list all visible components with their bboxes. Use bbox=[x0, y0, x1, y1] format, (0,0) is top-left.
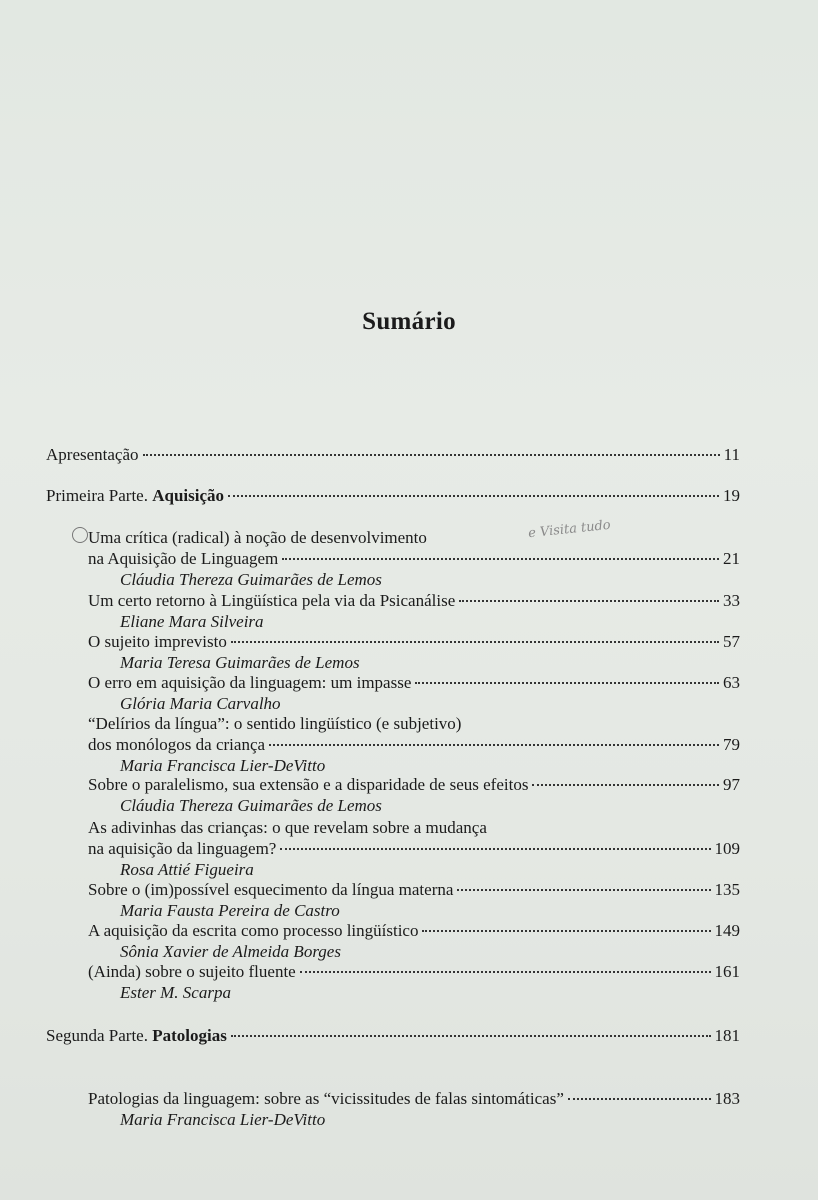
toc-chapter bbox=[88, 631, 740, 673]
page-number: 19 bbox=[723, 486, 740, 505]
leader-dots bbox=[422, 930, 710, 932]
leader-dots bbox=[143, 454, 720, 456]
chapter-title-line1: “Delírios da língua”: o sentido lingüístico (e subjetivo) bbox=[88, 714, 462, 733]
page-number: 135 bbox=[714, 880, 740, 899]
toc-label: Apresentação bbox=[46, 445, 139, 464]
page-number: 57 bbox=[723, 632, 740, 651]
leader-dots bbox=[231, 641, 719, 643]
page-number: 149 bbox=[714, 921, 740, 940]
leader-dots bbox=[282, 558, 719, 560]
toc-chapter bbox=[88, 961, 740, 1003]
leader-dots bbox=[300, 971, 711, 973]
leader-dots bbox=[568, 1098, 711, 1100]
toc-chapter bbox=[88, 817, 740, 880]
part-name: Patologias bbox=[152, 1026, 227, 1045]
chapter-author: Sônia Xavier de Almeida Borges bbox=[120, 942, 341, 961]
toc-chapter bbox=[88, 1088, 740, 1130]
leader-dots bbox=[269, 744, 719, 746]
pencil-circle-mark bbox=[72, 527, 88, 543]
leader-dots bbox=[280, 848, 710, 850]
chapter-title: Um certo retorno à Lingüística pela via da Psicanálise bbox=[88, 591, 456, 610]
chapter-author: Eliane Mara Silveira bbox=[120, 612, 264, 631]
page-number: 79 bbox=[723, 735, 740, 754]
chapter-title-line1: As adivinhas das crianças: o que revelam sobre a mudança bbox=[88, 818, 487, 837]
chapter-author: Maria Francisca Lier-DeVitto bbox=[120, 1110, 326, 1129]
leader-dots bbox=[415, 682, 719, 684]
toc-chapter bbox=[88, 527, 740, 590]
chapter-author: Glória Maria Carvalho bbox=[120, 694, 281, 713]
chapter-author: Maria Fausta Pereira de Castro bbox=[120, 901, 340, 920]
chapter-author: Maria Francisca Lier-DeVitto bbox=[120, 756, 326, 775]
page-number: 21 bbox=[723, 549, 740, 568]
leader-dots bbox=[532, 784, 719, 786]
chapter-title: Sobre o paralelismo, sua extensão e a disparidade de seus efeitos bbox=[88, 775, 529, 794]
page-number: 161 bbox=[714, 962, 740, 981]
part-prefix: Segunda Parte. bbox=[46, 1026, 148, 1045]
leader-dots bbox=[457, 889, 710, 891]
toc-chapter bbox=[88, 774, 740, 816]
leader-dots bbox=[228, 495, 719, 497]
chapter-author: Ester M. Scarpa bbox=[120, 983, 231, 1002]
handwritten-note: e Visita tudo bbox=[527, 517, 612, 542]
chapter-title: O sujeito imprevisto bbox=[88, 632, 227, 651]
page-number: 97 bbox=[723, 775, 740, 794]
chapter-title-line2: na aquisição da linguagem? bbox=[88, 839, 277, 858]
page-number: 33 bbox=[723, 591, 740, 610]
toc-chapter bbox=[88, 920, 740, 962]
chapter-title: (Ainda) sobre o sujeito fluente bbox=[88, 962, 296, 981]
page-number: 63 bbox=[723, 673, 740, 692]
toc-chapter bbox=[88, 590, 740, 632]
chapter-title-line2: na Aquisição de Linguagem bbox=[88, 549, 279, 568]
chapter-title: Patologias da linguagem: sobre as “vicissitudes de falas sintomáticas” bbox=[88, 1089, 564, 1108]
toc-entry-apresentacao bbox=[46, 444, 740, 465]
toc-entry-primeira-parte bbox=[46, 485, 740, 506]
chapter-title-line2: dos monólogos da criança bbox=[88, 735, 266, 754]
toc-chapter bbox=[88, 672, 740, 714]
leader-dots bbox=[231, 1035, 711, 1037]
chapter-author: Maria Teresa Guimarães de Lemos bbox=[120, 653, 360, 672]
chapter-author: Rosa Attié Figueira bbox=[120, 860, 254, 879]
page-number: 183 bbox=[714, 1089, 740, 1108]
chapter-author: Cláudia Thereza Guimarães de Lemos bbox=[120, 796, 382, 815]
chapter-author: Cláudia Thereza Guimarães de Lemos bbox=[120, 570, 382, 589]
part-name: Aquisição bbox=[152, 486, 225, 505]
page-number: 109 bbox=[714, 839, 740, 858]
chapter-title: A aquisição da escrita como processo lingüístico bbox=[88, 921, 419, 940]
chapter-title-line1: Uma crítica (radical) à noção de desenvolvimento bbox=[88, 528, 427, 547]
chapter-title: O erro em aquisição da linguagem: um impasse bbox=[88, 673, 412, 692]
toc-entry-segunda-parte bbox=[46, 1025, 740, 1046]
page-number: 181 bbox=[714, 1026, 740, 1045]
page-number: 11 bbox=[723, 445, 740, 464]
page-title: Sumário bbox=[362, 308, 456, 335]
toc-chapter bbox=[88, 879, 740, 921]
part-prefix: Primeira Parte. bbox=[46, 486, 148, 505]
chapter-title: Sobre o (im)possível esquecimento da língua materna bbox=[88, 880, 454, 899]
toc-chapter bbox=[88, 713, 740, 776]
leader-dots bbox=[459, 600, 719, 602]
